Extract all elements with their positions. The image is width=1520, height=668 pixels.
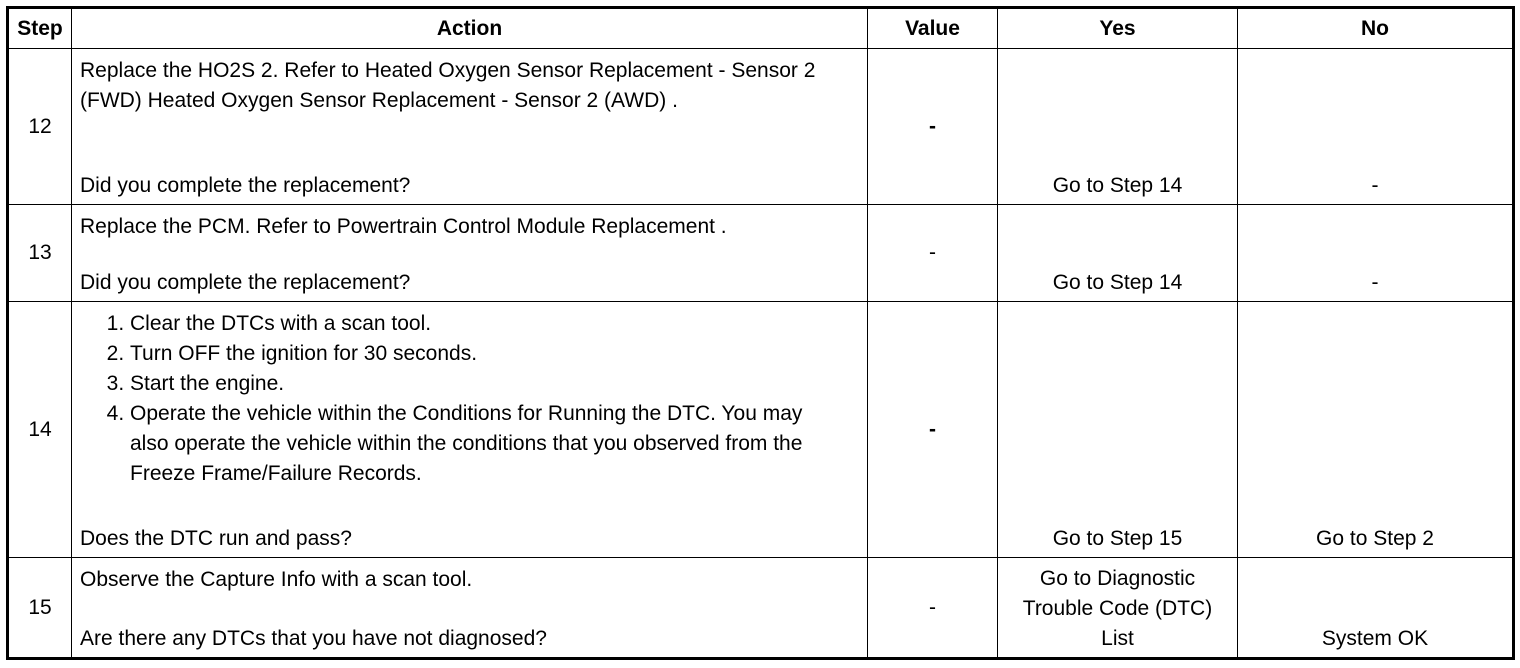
action-cell xyxy=(72,558,868,659)
yes-cell: Go to Step 14 xyxy=(998,49,1238,205)
action-question: Are there any DTCs that you have not diagnosed? xyxy=(80,627,547,650)
header-step: Step xyxy=(8,8,72,49)
no-cell: System OK xyxy=(1238,558,1514,659)
value-cell: - xyxy=(868,558,998,659)
yes-cell: Go to Diagnostic Trouble Code (DTC) List xyxy=(998,558,1238,659)
diagnostic-table-page xyxy=(6,6,1515,660)
no-cell: - xyxy=(1238,49,1514,205)
header-row xyxy=(8,8,1514,49)
value-cell: - xyxy=(868,205,998,302)
yes-cell: Go to Step 14 xyxy=(998,205,1238,302)
action-question: Did you complete the replacement? xyxy=(80,271,411,294)
step-number: 14 xyxy=(8,302,72,558)
action-steps-list xyxy=(80,309,859,489)
list-item: 3. Start the engine. xyxy=(130,369,859,399)
header-action: Action xyxy=(72,8,868,49)
action-instruction: Observe the Capture Info with a scan tool. xyxy=(80,568,473,591)
action-cell xyxy=(72,302,868,558)
value-cell: - xyxy=(868,302,998,558)
no-cell: Go to Step 2 xyxy=(1238,302,1514,558)
diagnostic-steps-table xyxy=(6,6,1515,660)
table-row xyxy=(8,49,1514,205)
action-instruction: Replace the PCM. Refer to Powertrain Control Module Replacement . xyxy=(80,215,727,238)
table-row xyxy=(8,205,1514,302)
header-no: No xyxy=(1238,8,1514,49)
table-row xyxy=(8,302,1514,558)
value-cell: - xyxy=(868,49,998,205)
action-question: Did you complete the replacement? xyxy=(80,174,411,197)
list-item: 2. Turn OFF the ignition for 30 seconds. xyxy=(130,339,859,369)
yes-cell: Go to Step 15 xyxy=(998,302,1238,558)
action-instruction: Replace the HO2S 2. Refer to Heated Oxygen Sensor Replacement - Sensor 2 (FWD) Heated Oxygen Sensor Replacement - Sensor 2 (AWD) . xyxy=(80,59,816,112)
no-cell: - xyxy=(1238,205,1514,302)
header-yes: Yes xyxy=(998,8,1238,49)
list-item: 4. Operate the vehicle within the Conditions for Running the DTC. You may also operate the vehicle within the conditions that you observed from the Freeze Frame/Failure Records. xyxy=(130,399,830,489)
step-number: 13 xyxy=(8,205,72,302)
step-number: 12 xyxy=(8,49,72,205)
action-question: Does the DTC run and pass? xyxy=(80,527,352,550)
table-row xyxy=(8,558,1514,659)
header-value: Value xyxy=(868,8,998,49)
action-cell xyxy=(72,205,868,302)
step-number: 15 xyxy=(8,558,72,659)
action-cell xyxy=(72,49,868,205)
list-item: 1. Clear the DTCs with a scan tool. xyxy=(130,309,859,339)
